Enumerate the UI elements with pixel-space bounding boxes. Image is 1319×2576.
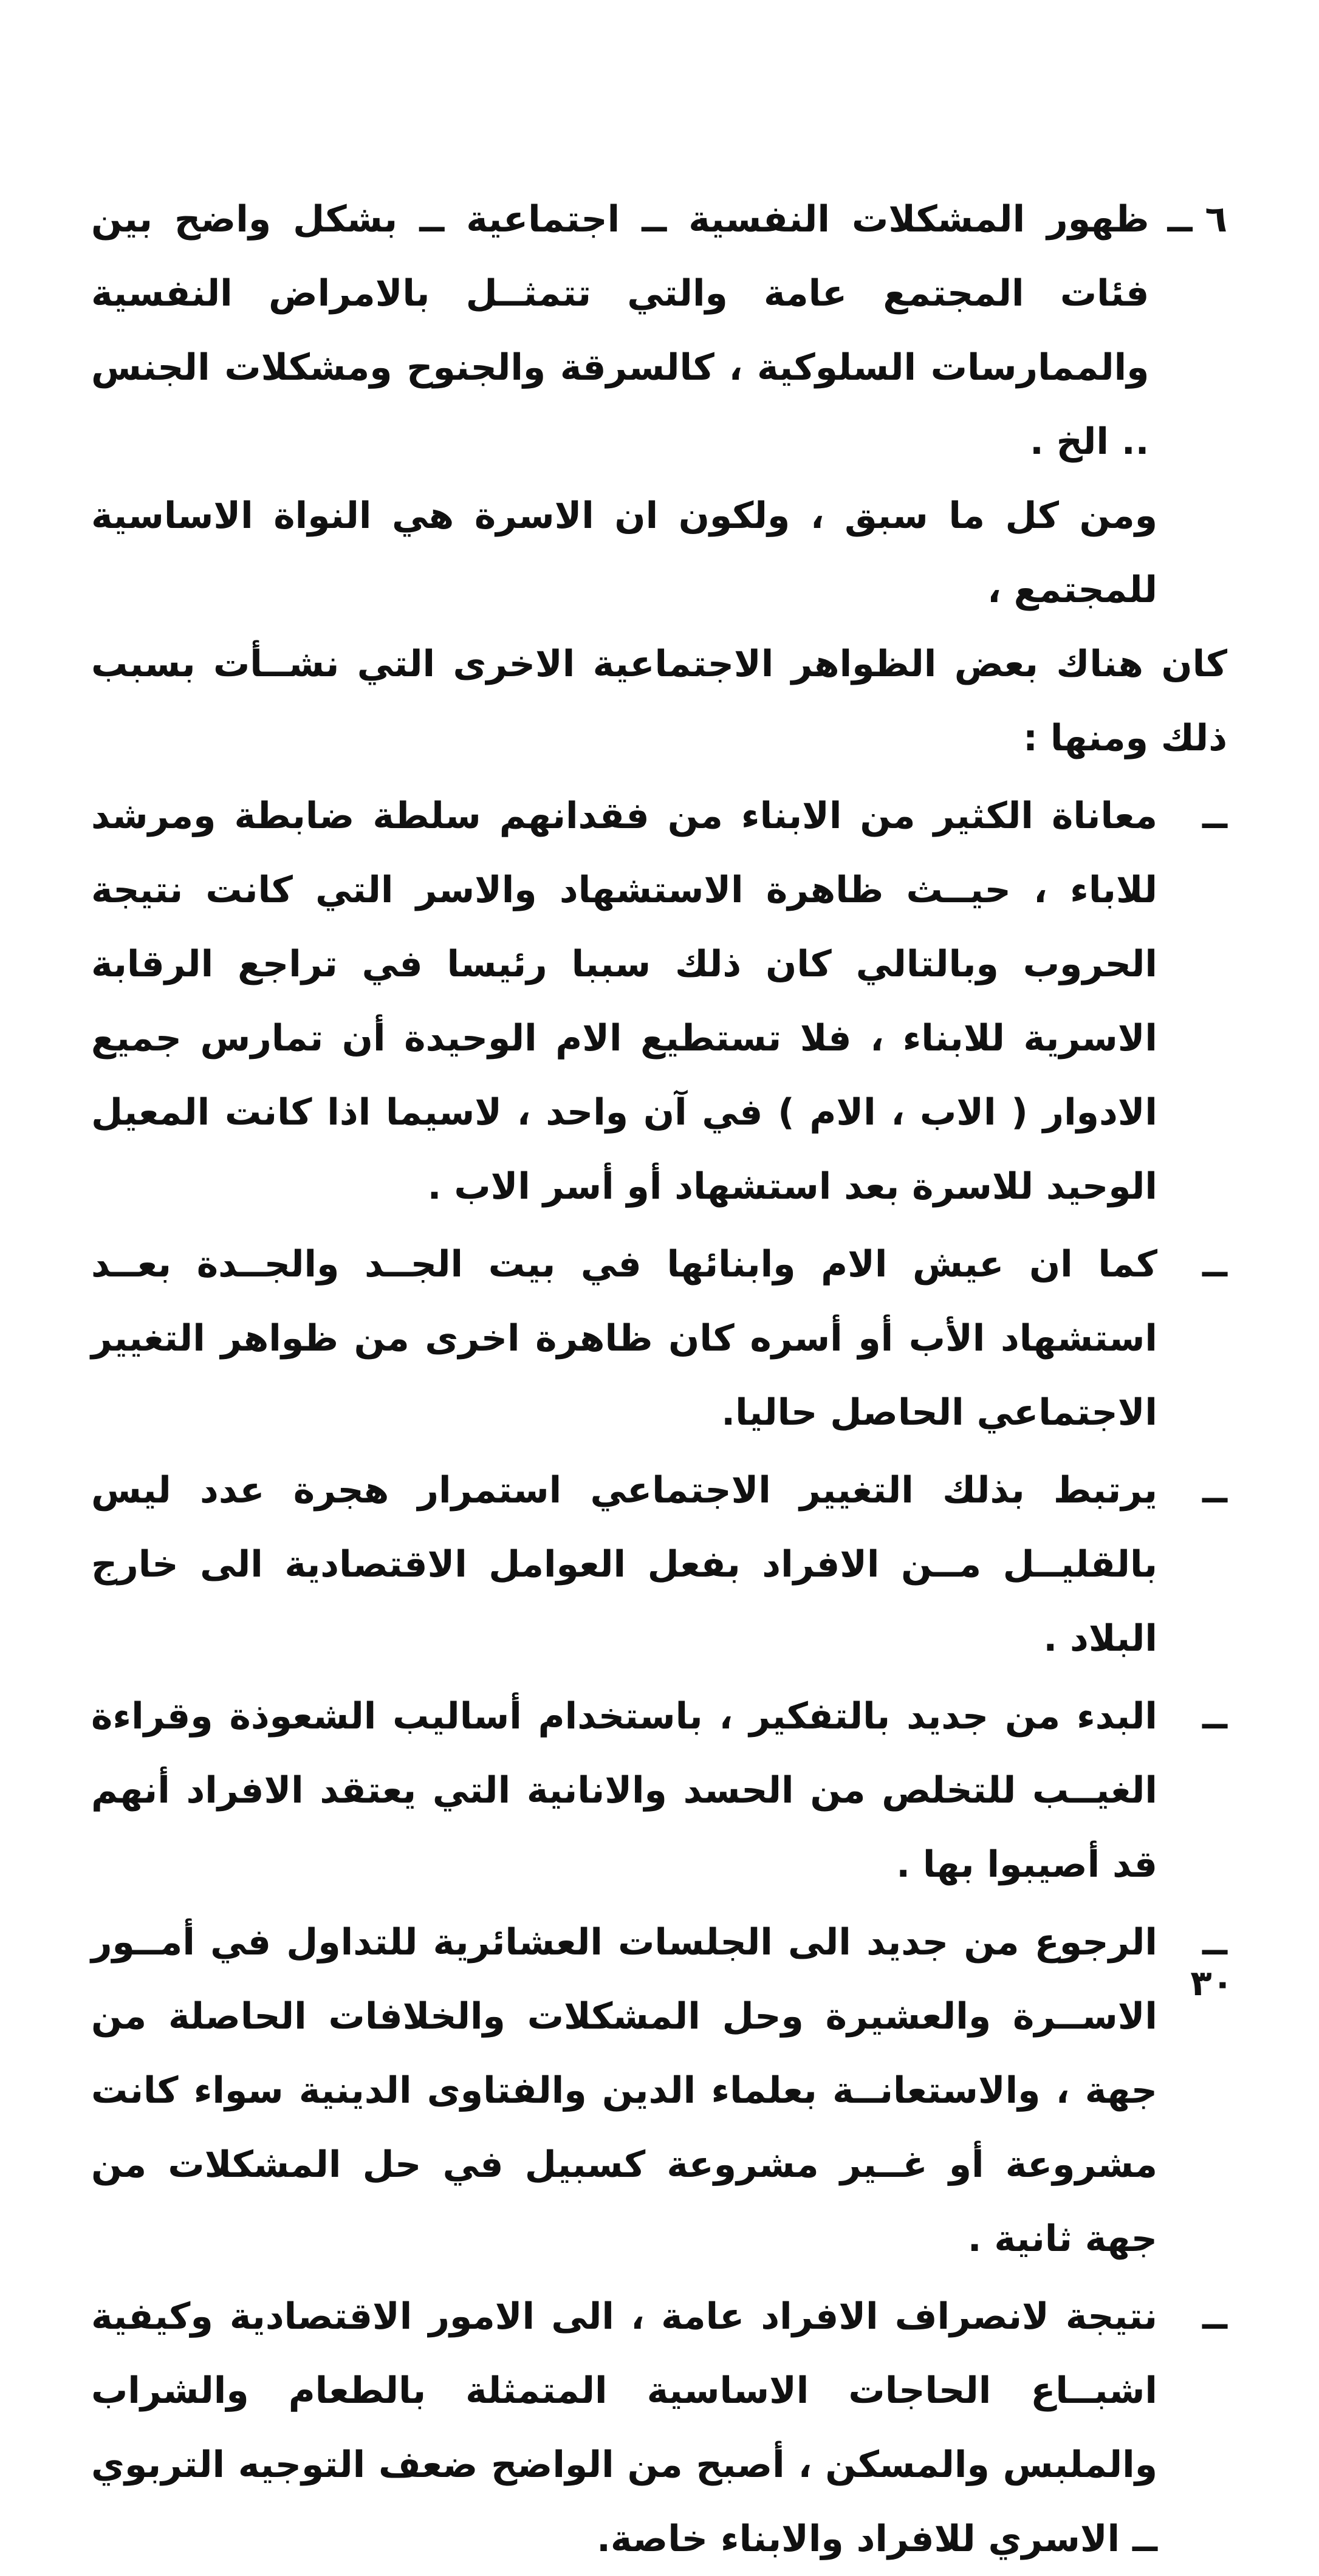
bullet-item xyxy=(91,1227,1227,1450)
bullet-text: نتيجة لانصراف الافراد عامة ، الى الامور الاقتصادية وكيفية اشبــاع الحاجات الاساسية المتمثلة بالطعام والشراب والملبس والمسكن ، أصبح من الواضح ضعف التوجيه التربوي ــ الاسري للافراد والابناء خاصة. xyxy=(91,2295,1157,2560)
bullet-text: البدء من جديد بالتفكير ، باستخدام أساليب الشعوذة وقراءة الغيــب للتخلص من الحسد والانانية التي يعتقد الافراد أنهم قد أصيبوا بها . xyxy=(91,1695,1157,1886)
bullet-dash: ــ xyxy=(1202,1243,1227,1286)
bullet-text: كما ان عيش الام وابنائها في بيت الجــد والجــدة بعــد استشهاد الأب أو أسره كان ظاهرة اخرى من ظواهر التغيير الاجتماعي الحاصل حاليا. xyxy=(91,1243,1157,1434)
bullet-dash: ــ xyxy=(1202,1921,1227,1964)
intro-line-1: ومن كل ما سبق ، ولكون ان الاسرة هي النواة الاساسية للمجتمع ، xyxy=(91,495,1157,611)
bullet-dash: ــ xyxy=(1202,795,1227,837)
intro-line-2: كان هناك بعض الظواهر الاجتماعية الاخرى التي نشــأت بسبب ذلك ومنها : xyxy=(91,643,1227,759)
numbered-item-6 xyxy=(91,182,1227,479)
body-text xyxy=(91,182,1227,2576)
intro-paragraph xyxy=(91,479,1227,775)
bullet-text: معاناة الكثير من الابناء من فقدانهم سلطة ضابطة ومرشد للاباء ، حيــث ظاهرة الاستشهاد والاسر التي كانت نتيجة الحروب وبالتالي كان ذلك سببا رئيسا في تراجع الرقابة الاسرية للابناء ، فلا تستطيع الام الوحيدة أن تمارس جميع الادوار ( الاب ، الام ) في آن واحد ، لاسيما اذا كانت المعيل الوحيد للاسرة بعد استشهاد أو أسر الاب . xyxy=(91,795,1157,1208)
bullet-dash: ــ xyxy=(1202,1695,1227,1738)
item-number: ٦ ــ xyxy=(1167,198,1227,241)
bullet-dash: ــ xyxy=(1202,2295,1227,2338)
item-text: ظهور المشكلات النفسية ــ اجتماعية ــ بشكل واضح بين فئات المجتمع عامة والتي تتمثــل بالامراض النفسية والممارسات السلوكية ، كالسرقة والجنوح ومشكلات الجنس .. الخ . xyxy=(91,198,1149,463)
page-number: ٣٠ xyxy=(1190,1962,1233,2004)
bullet-item xyxy=(91,1679,1227,1902)
bullet-text: الرجوع من جديد الى الجلسات العشائرية للتداول في أمــور الاســرة والعشيرة وحل المشكلات والخلافات الحاصلة من جهة ، والاستعانــة بعلماء الدين والفتاوى الدينية سواء كانت مشروعة أو غــير مشروعة كسبيل في حل المشكلات من جهة ثانية . xyxy=(91,1921,1157,2260)
bullet-item xyxy=(91,779,1227,1224)
bullet-text: يرتبط بذلك التغيير الاجتماعي استمرار هجرة عدد ليس بالقليــل مــن الافراد بفعل العوامل الاقتصادية الى خارج البلاد . xyxy=(91,1469,1157,1660)
bullet-item xyxy=(91,1453,1227,1676)
bullet-item xyxy=(91,2280,1227,2576)
bullet-dash: ــ xyxy=(1202,1469,1227,1512)
bullet-item xyxy=(91,1905,1227,2276)
